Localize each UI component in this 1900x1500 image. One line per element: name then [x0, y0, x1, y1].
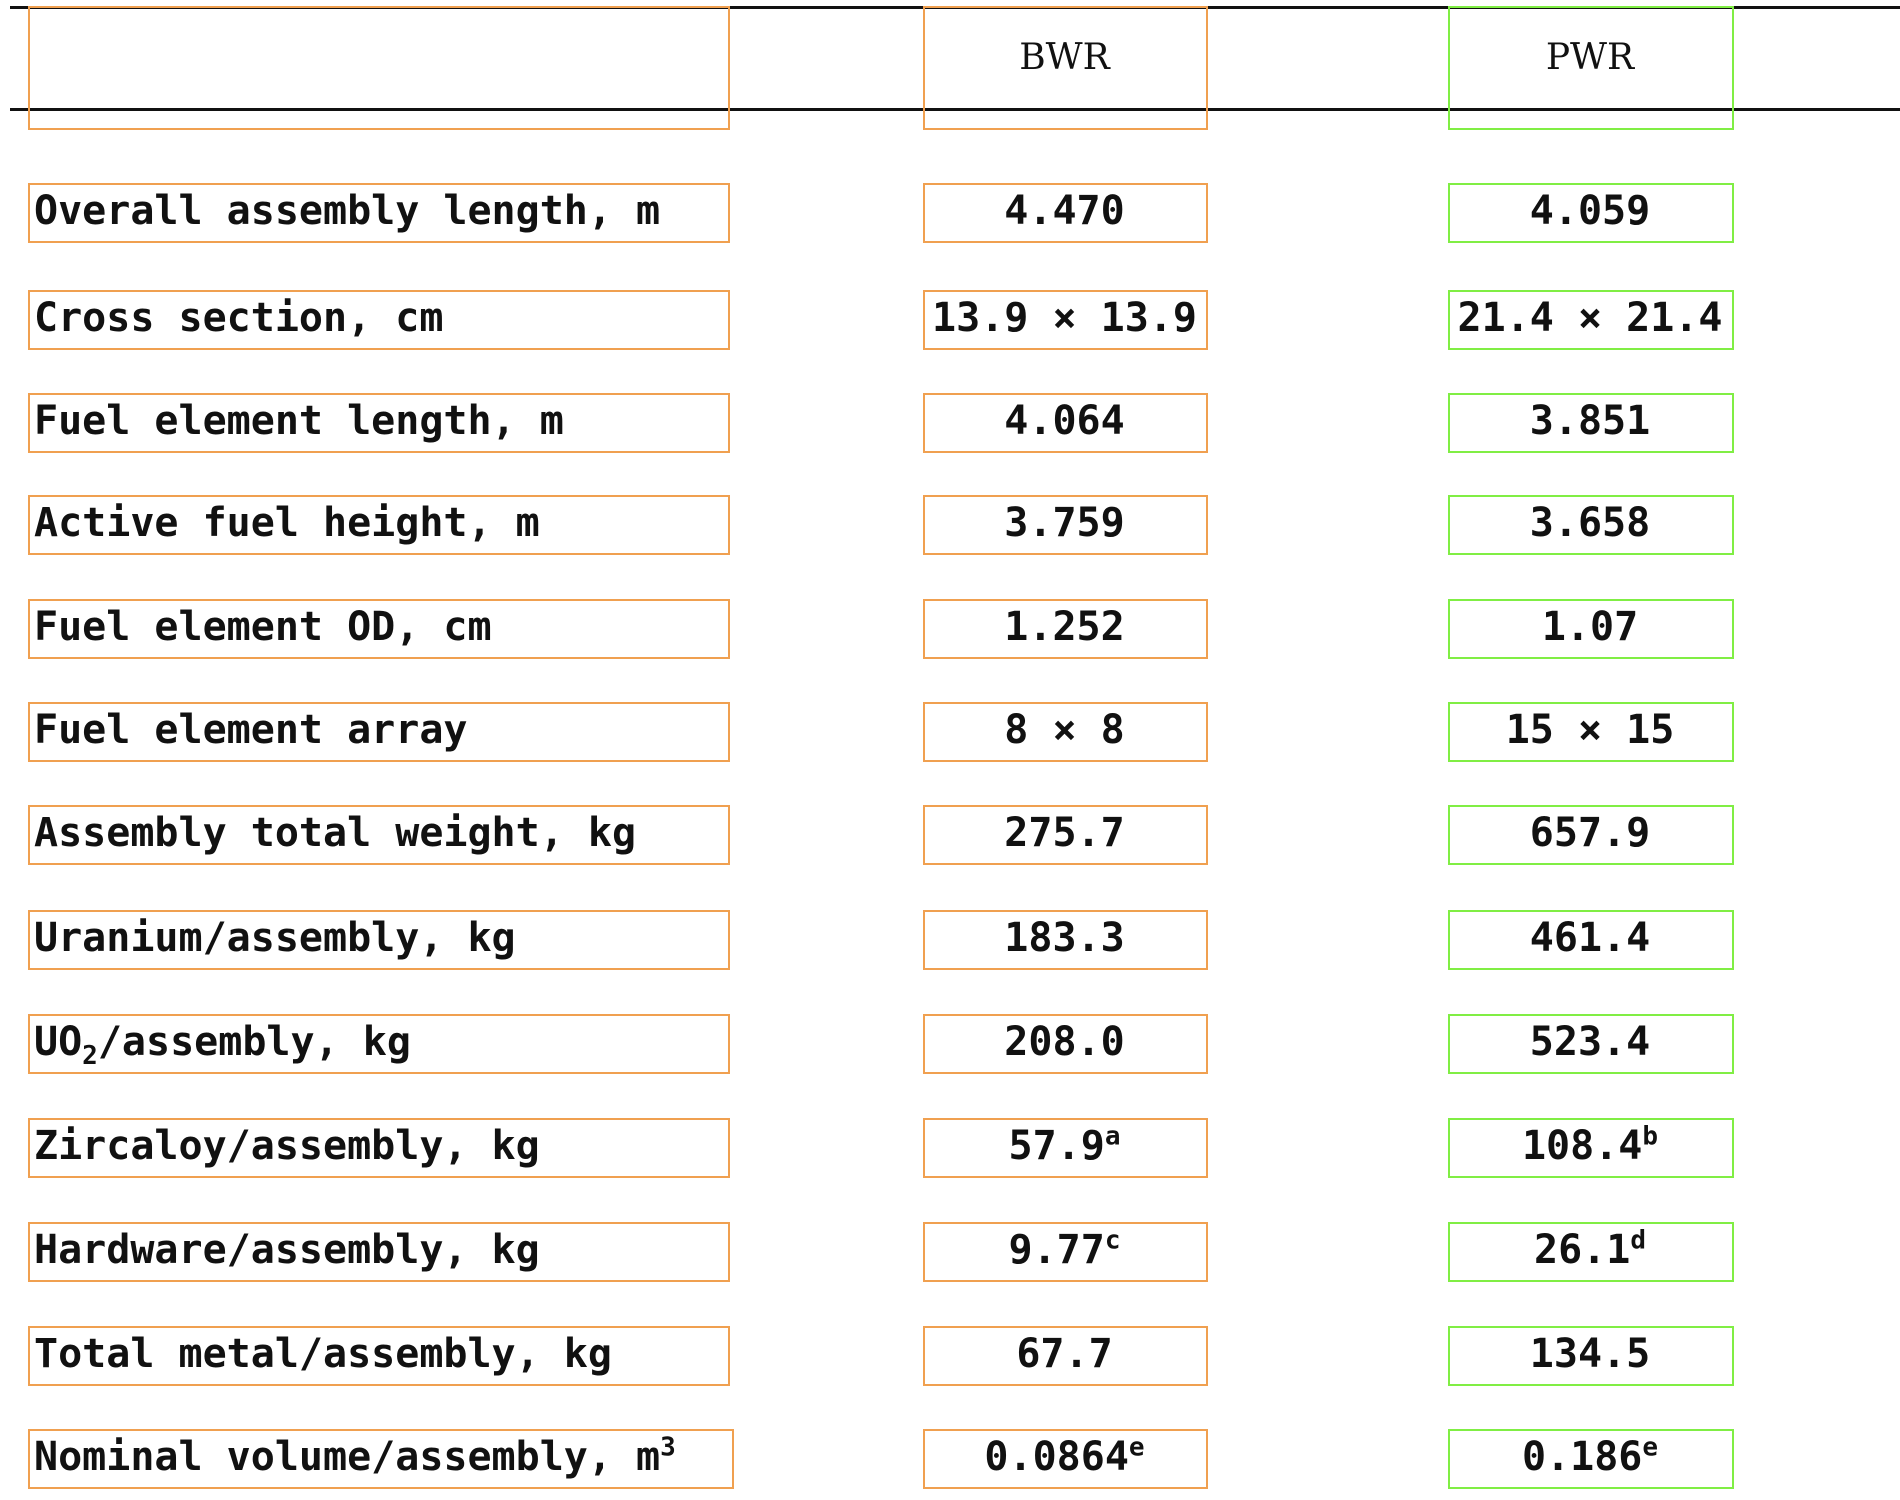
bwr-value: 13.9 × 13.9: [932, 295, 1197, 341]
row-label: Fuel element length, m: [34, 398, 564, 444]
pwr-value: 3.658: [1529, 500, 1651, 546]
footnote-marker: e: [1642, 1432, 1659, 1463]
footnote-marker: b: [1642, 1121, 1659, 1152]
row-label: Zircaloy/assembly, kg: [34, 1123, 540, 1169]
column-header-bwr: BWR: [1019, 37, 1110, 78]
pwr-value: 26.1$^d$: [1534, 1225, 1646, 1273]
bwr-value: 4.064: [1004, 398, 1125, 444]
row-label: Active fuel height, m: [34, 500, 540, 546]
footnote-marker: e: [1128, 1432, 1145, 1463]
bwr-value: 0.0864e: [984, 1432, 1145, 1480]
pwr-value: 657.9: [1529, 810, 1651, 856]
pwr-value: 108.4$^b$: [1521, 1121, 1659, 1169]
pwr-value: 461.4: [1529, 915, 1651, 961]
footnote-marker: d: [1630, 1225, 1646, 1256]
row-label: Overall assembly length, m: [34, 188, 661, 234]
bwr-value: 57.9$^a$: [1008, 1121, 1121, 1169]
row-label: Cross section, cm: [34, 295, 444, 341]
pwr-value: 523.4: [1529, 1019, 1651, 1065]
row-label: Assembly total weight, kg: [34, 810, 637, 856]
bwr-value: 8 × 8: [1004, 707, 1125, 753]
bwr-value: 1.252: [1004, 604, 1125, 650]
row-label: Total metal/assembly, kg: [34, 1331, 612, 1377]
row-label: Hardware/assembly, kg: [34, 1227, 540, 1273]
pwr-value: 0.186e: [1521, 1432, 1659, 1480]
bwr-value: 3.759: [1004, 500, 1125, 546]
pwr-value: 3.851: [1529, 398, 1651, 444]
bwr-value: 275.7: [1004, 810, 1125, 856]
bwr-value: 208.0: [1004, 1019, 1125, 1065]
row-label: Fuel element array: [34, 707, 468, 753]
row-label: Uranium/assembly, kg: [34, 915, 516, 961]
row-label: Nominal volume/assembly, $m^3$: [34, 1432, 676, 1480]
pwr-value: 134.5: [1529, 1331, 1651, 1377]
bwr-value: 183.3: [1004, 915, 1125, 961]
row-label: $UO_2$/assembly, kg: [34, 1019, 411, 1071]
column-header-pwr: PWR: [1545, 37, 1635, 78]
footnote-marker: c: [1104, 1225, 1121, 1256]
pwr-value: 1.07: [1541, 604, 1639, 650]
column-header-label: [30, 28, 728, 108]
pwr-value: 15 × 15: [1505, 707, 1675, 753]
bwr-value: 67.7: [1016, 1331, 1113, 1377]
pwr-value: 21.4 × 21.4: [1457, 295, 1723, 341]
row-label: Fuel element OD, cm: [34, 604, 492, 650]
bwr-value: 9.77$^c$: [1008, 1225, 1121, 1273]
pwr-value: 4.059: [1529, 188, 1651, 234]
bwr-value: 4.470: [1004, 188, 1125, 234]
footnote-marker: a: [1104, 1121, 1121, 1152]
